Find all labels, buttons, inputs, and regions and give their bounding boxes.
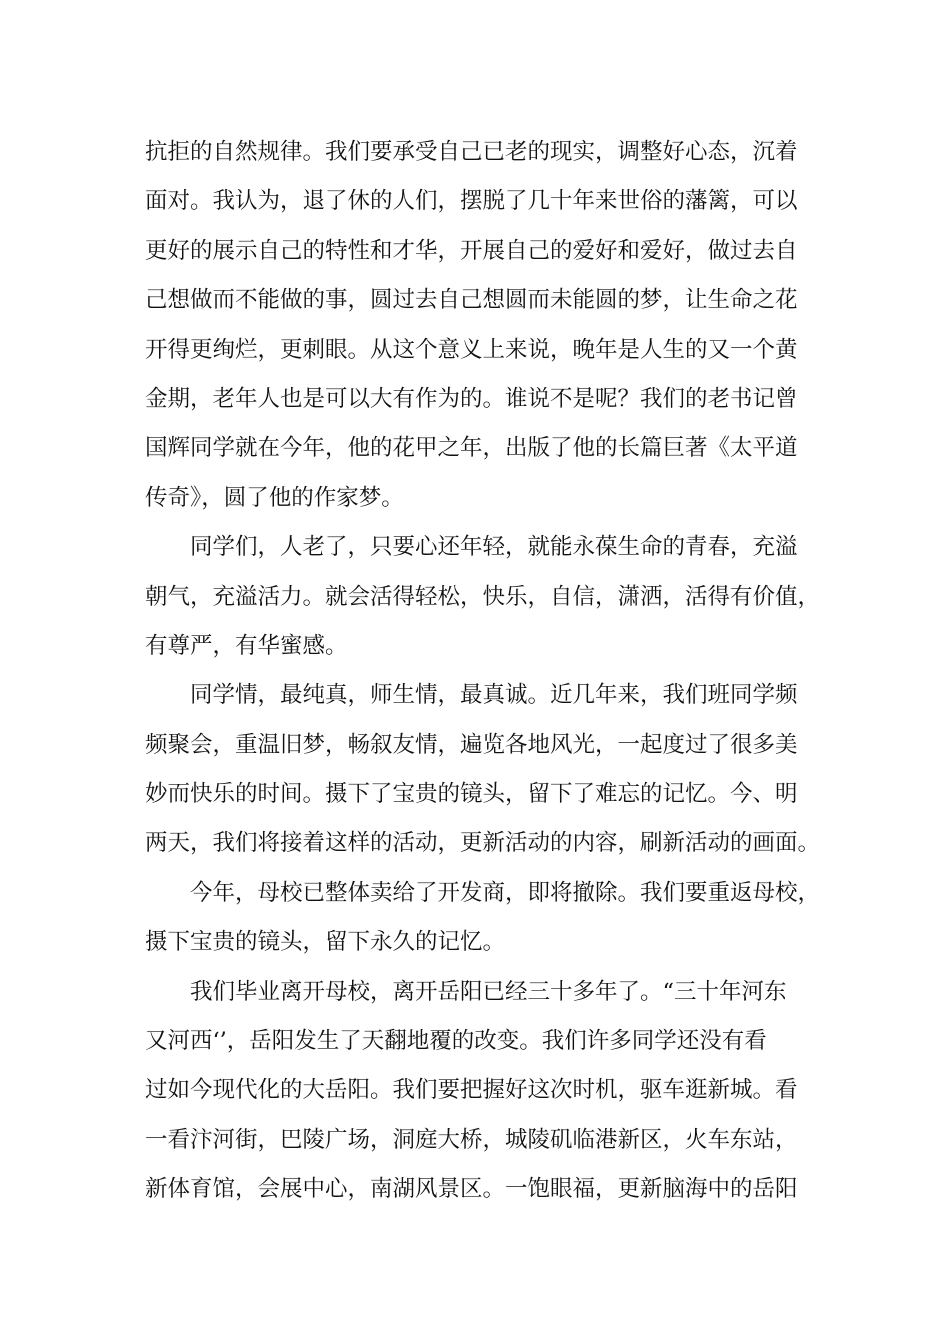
document-body [145, 128, 825, 1215]
text-line: 又河西‘’，岳阳发生了天翻地覆的改变。我们许多同学还没有看 [145, 1028, 767, 1055]
paragraph-first-line: 同学们，人老了，只要心还年轻，就能永葆生命的青春，充溢 [190, 534, 798, 561]
text-line: 更好的展示自己的特性和才华，开展自己的爱好和爱好，做过去自 [145, 237, 798, 264]
text-line: 新体育馆，会展中心，南湖风景区。一饱眼福，更新脑海中的岳阳 [145, 1176, 798, 1203]
text-line: 一看汴河街，巴陵广场，洞庭大桥，城陵矶临港新区，火车东站， [145, 1126, 798, 1153]
text-line: 传奇》，圆了他的作家梦。 [145, 484, 404, 511]
paragraph-first-line: 我们毕业离开母校，离开岳阳已经三十多年了。“三十年河东 [190, 978, 787, 1005]
text-line: 己想做而不能做的事，圆过去自己想圆而未能圆的梦，让生命之花 [145, 287, 798, 314]
paragraph-first-line: 同学情，最纯真，师生情，最真诚。近几年来，我们班同学频 [190, 682, 798, 709]
text-line: 两天，我们将接着这样的活动，更新活动的内容，刷新活动的画面。 [145, 830, 821, 857]
text-line: 摄下宝贵的镜头，留下永久的记忆。 [145, 929, 506, 956]
text-line: 开得更绚烂，更刺眼。从这个意义上来说，晚年是人生的又一个黄 [145, 336, 798, 363]
text-line: 朝气，充溢活力。就会活得轻松，快乐，自信，潇洒，活得有价值， [145, 583, 821, 610]
text-line: 面对。我认为，退了休的人们，摆脱了几十年来世俗的藩篱，可以 [145, 188, 798, 215]
paragraph-first-line: 今年，母校已整体卖给了开发商，即将撤除。我们要重返母校， [190, 879, 821, 906]
text-line: 国辉同学就在今年，他的花甲之年，出版了他的长篇巨著《太平道 [145, 435, 798, 462]
text-line: 抗拒的自然规律。我们要承受自己已老的现实，调整好心态，沉着 [145, 139, 798, 165]
text-line: 金期，老年人也是可以大有作为的。谁说不是呢？我们的老书记曾 [145, 385, 798, 412]
text-line: 妙而快乐的时间。摄下了宝贵的镜头，留下了难忘的记忆。今、明 [145, 781, 798, 808]
text-line: 频聚会，重温旧梦，畅叙友情，遍览各地风光，一起度过了很多美 [145, 731, 798, 758]
text-line: 过如今现代化的大岳阳。我们要把握好这次时机，驱车逛新城。看 [145, 1077, 798, 1104]
text-line: 有尊严，有华蜜感。 [145, 632, 348, 659]
